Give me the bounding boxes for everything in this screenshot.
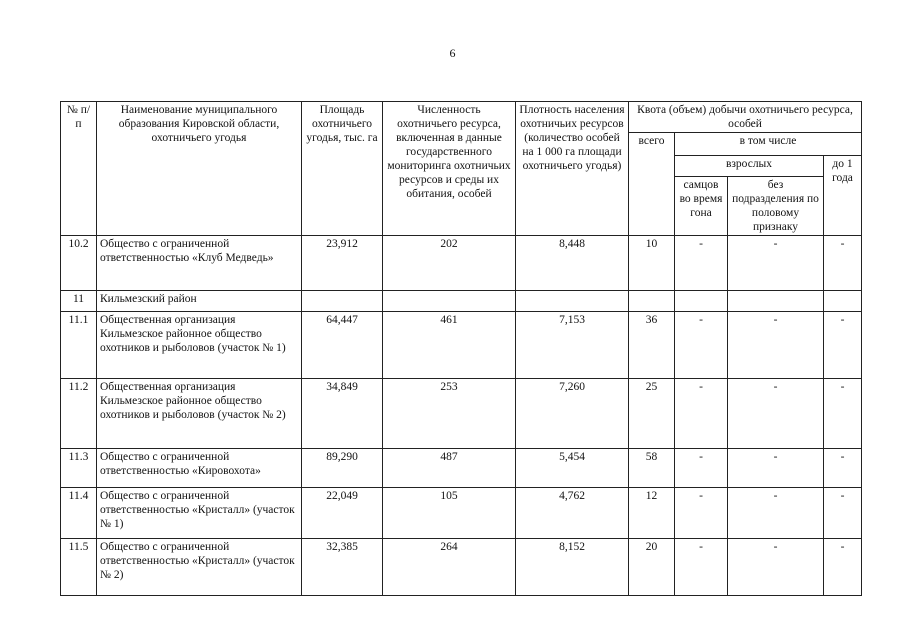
row-num: 11.4 (61, 488, 97, 539)
row-area: 23,912 (302, 236, 383, 291)
row-males: - (675, 449, 728, 488)
row-num: 11 (61, 291, 97, 312)
table-row (61, 236, 862, 291)
row-num: 10.2 (61, 236, 97, 291)
row-total: 10 (629, 236, 675, 291)
row-area: 89,290 (302, 449, 383, 488)
row-nosex: - (728, 236, 824, 291)
row-males: - (675, 312, 728, 379)
header-total: всего (629, 133, 675, 236)
row-density: 8,448 (516, 236, 629, 291)
table-row (61, 379, 862, 449)
row-nosex (728, 291, 824, 312)
row-total: 25 (629, 379, 675, 449)
row-num: 11.3 (61, 449, 97, 488)
row-total: 20 (629, 539, 675, 596)
row-num: 11.2 (61, 379, 97, 449)
row-density: 5,454 (516, 449, 629, 488)
row-under1: - (824, 449, 862, 488)
row-density: 7,260 (516, 379, 629, 449)
header-nosex: без подразделения по половому признаку (728, 177, 824, 236)
row-total (629, 291, 675, 312)
table-body (61, 236, 862, 596)
row-num: 11.1 (61, 312, 97, 379)
row-count (383, 291, 516, 312)
row-area: 32,385 (302, 539, 383, 596)
header-adults: взрослых (675, 156, 824, 177)
row-area: 34,849 (302, 379, 383, 449)
row-total: 58 (629, 449, 675, 488)
table-row (61, 488, 862, 539)
row-area: 64,447 (302, 312, 383, 379)
row-name: Общество с ограниченной ответственностью «Кристалл» (участок № 1) (97, 488, 302, 539)
header-quota: Квота (объем) добычи охотничьего ресурса, особей (629, 102, 862, 133)
row-nosex: - (728, 488, 824, 539)
row-density: 8,152 (516, 539, 629, 596)
header-under1: до 1 года (824, 156, 862, 236)
row-males: - (675, 539, 728, 596)
row-total: 12 (629, 488, 675, 539)
header-males: самцов во время гона (675, 177, 728, 236)
row-under1 (824, 291, 862, 312)
table-row (61, 449, 862, 488)
row-under1: - (824, 312, 862, 379)
row-males: - (675, 379, 728, 449)
row-males: - (675, 488, 728, 539)
row-total: 36 (629, 312, 675, 379)
row-nosex: - (728, 379, 824, 449)
row-density: 7,153 (516, 312, 629, 379)
row-nosex: - (728, 312, 824, 379)
header-num: № п/п (61, 102, 97, 236)
quota-table (60, 101, 862, 596)
header-including: в том числе (675, 133, 862, 156)
row-count: 264 (383, 539, 516, 596)
row-count: 253 (383, 379, 516, 449)
header-area: Площадь охотничьего угодья, тыс. га (302, 102, 383, 236)
row-name: Общество с ограниченной ответственностью «Кристалл» (участок № 2) (97, 539, 302, 596)
row-area: 22,049 (302, 488, 383, 539)
row-area (302, 291, 383, 312)
page-number: 6 (449, 46, 456, 60)
row-density (516, 291, 629, 312)
header-name: Наименование муниципального образования Кировской области, охотничьего угодья (97, 102, 302, 236)
row-name: Кильмезский район (97, 291, 302, 312)
row-density: 4,762 (516, 488, 629, 539)
row-count: 461 (383, 312, 516, 379)
row-under1: - (824, 488, 862, 539)
row-name: Общество с ограниченной ответственностью «Кировохота» (97, 449, 302, 488)
row-count: 487 (383, 449, 516, 488)
row-under1: - (824, 379, 862, 449)
row-under1: - (824, 539, 862, 596)
row-under1: - (824, 236, 862, 291)
row-count: 105 (383, 488, 516, 539)
row-males: - (675, 236, 728, 291)
row-nosex: - (728, 539, 824, 596)
table-row (61, 312, 862, 379)
row-name: Общественная организация Кильмезское районное общество охотников и рыболовов (участок № 1) (97, 312, 302, 379)
header-count: Численность охотничьего ресурса, включенная в данные государственного мониторинга охотничьих ресурсов и среды их обитания, особей (383, 102, 516, 236)
row-name: Общество с ограниченной ответственностью «Клуб Медведь» (97, 236, 302, 291)
row-nosex: - (728, 449, 824, 488)
header-density: Плотность населения охотничьих ресурсов (количество особей на 1 000 га площади охотничьего угодья) (516, 102, 629, 236)
row-count: 202 (383, 236, 516, 291)
row-males (675, 291, 728, 312)
row-name: Общественная организация Кильмезское районное общество охотников и рыболовов (участок № 2) (97, 379, 302, 449)
table-row (61, 291, 862, 312)
row-num: 11.5 (61, 539, 97, 596)
table-row (61, 539, 862, 596)
